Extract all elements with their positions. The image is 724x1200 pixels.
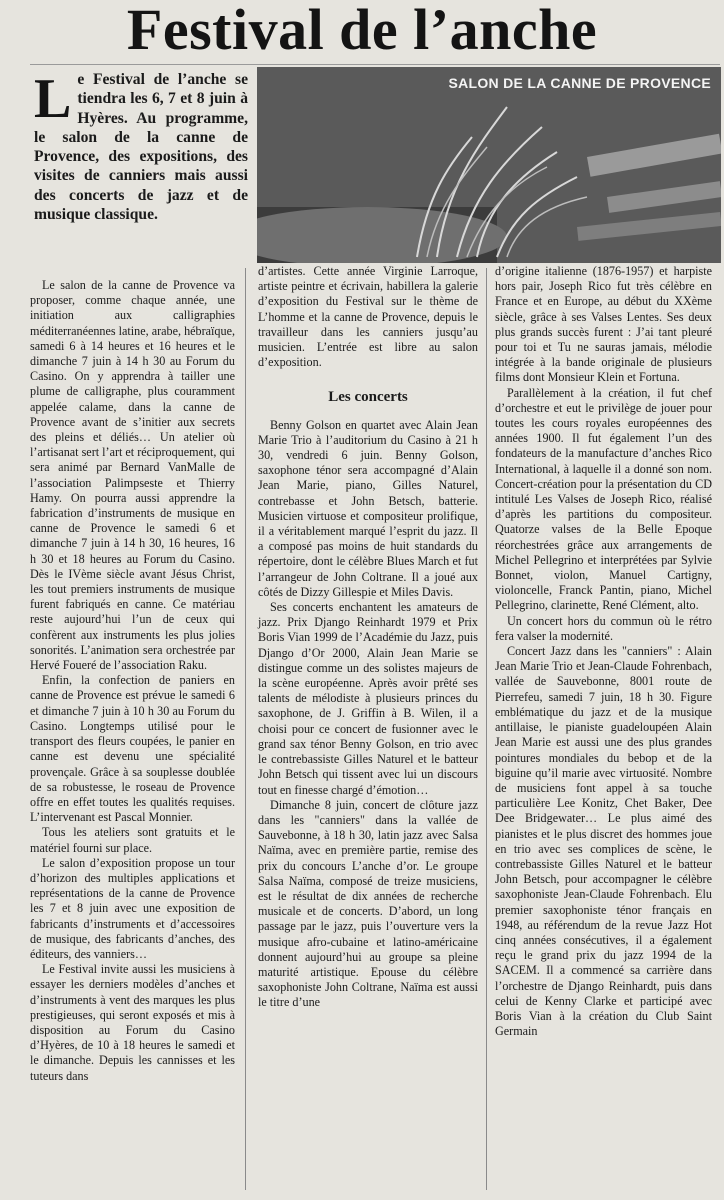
lead-text: e Festival de l’anche se tiendra les 6, 7 et 8 juin à Hyères. Au programme, le salon de la canne de Provence, des expositions, des visites de canniers mais aussi des concerts de jazz et de musique classique. [34,71,248,224]
col2-paragraph-3: Dimanche 8 juin, concert de clôture jazz dans les "canniers" dans la vallée de Sauvebonne, à 18 h 30, latin jazz avec Salsa Naïma, avec en première partie, remise des prix du concours L’anche d’or. Le groupe Salsa Naïma, composé de treize musiciens, est le résultat de dix années de recherche musicale et de concerts. D’abord, un long passage par le jazz, puis l’ouverture vers la musique afro-cubaine et latino-américaine donnent aujourd’hui au groupe sa pleine maturité artistique. Epouse du célèbre saxophoniste John Coltrane, Naïma est aussi le titre d’une [258,797,478,1010]
column-1 [30,278,235,1084]
col2-paragraph-2: Ses concerts enchantent les amateurs de jazz. Prix Django Reinhardt 1979 et Prix Boris Vian 1999 de l’Académie du Jazz, puis Django d’Or 2000, Alain Jean Marie se distingue comme un des solistes majeurs de la scène européenne. Après avoir prêté ses talents de mélodiste à plusieurs princes du saxophone, de J. Griffin à B. Wilen, il a choisi pour ce concert de fusionner avec le grand sax ténor Benny Golson, en trio avec le contrebassiste Gilles Naturel et le batteur John Betsch qui tissent avec lui un discours tout en finesse chargé d’émotion… [258,600,478,797]
col1-paragraph-5: Le Festival invite aussi les musiciens à essayer les derniers modèles d’anches et d’instruments à vent des marques les plus prestigieuses, qui seront exposés et mis à disposition au Forum du Casino d’Hyères, de 10 à 18 heures le samedi et le dimanche. Depuis les cannisses et les tuteurs dans [30,962,235,1083]
col3-paragraph-1: d’origine italienne (1876-1957) et harpiste hors pair, Joseph Rico fut très célèbre en France et en Europe, au début du XXème siècle, grâce à ses Valses Lentes. Ses deux plus grands succès furent : J’ai tant pleuré pour toi et Tu ne sauras jamais, mélodie intégrée à la bande originale de plusieurs films dont Monsieur Klein et Fortuna. [495,264,712,385]
column-2 [258,264,478,1011]
title-divider [30,64,720,65]
col3-paragraph-4: Concert Jazz dans les "canniers" : Alain Jean Marie Trio et Jean-Claude Fohrenbach, vallée de Sauvebonne, 8001 route de Pierrefeu, samedi 7 juin, 18 h 30. Figure emblématique du jazz et de la musique antillaise, le pianiste guadeloupéen Alain Jean Marie est aussi une des plus grandes pointures mondiales du bebop et de la biguine qu’il marie avec virtuosité. Nombre de musiciens font appel à sa touche particulière Lee Konitz, Chet Baker, Dee Dee Bridgewater… Le plus aimé des pianistes et le plus discret des hommes joue en trio avec ses complices de scène, le contrebassiste Gilles Naturel et le batteur John Betsch, pour accompagner le célèbre saxophoniste Jean-Claude Fohrenbach. Elu premier saxophoniste ténor français en 1948, au référendum de la revue Jazz Hot cinq années consécutives, il a également reçu le grand prix du jazz 1994 de la SACEM. Il a commencé sa carrière dans l’orchestre de Django Reinhardt, puis dans celui de Kenny Clarke et participé avec Boris Vian à la création du Club Saint Germain [495,644,712,1039]
article-photo [257,67,721,263]
col1-paragraph-2: Enfin, la confection de paniers en canne de Provence est prévue le samedi 6 et dimanche 7 juin à 10 h 30 au Forum du Casino. Longtemps utilisé pour le transport des fleurs coupées, le panier en canne est devenu une spécialité provençale. Grâce à sa souplesse doublée de sa robustesse, le roseau de Provence offre en effet toutes les qualités requises. L’intervenant est Pascal Monnier. [30,673,235,825]
article-title: Festival de l’anche [126,0,598,62]
column-rule-2 [486,268,487,1190]
photo-caption: SALON DE LA CANNE DE PROVENCE [448,75,711,91]
article-lead [34,70,248,270]
concerts-heading: Les concerts [328,389,408,406]
column-rule-1 [245,268,246,1190]
col1-paragraph-1: Le salon de la canne de Provence va proposer, comme chaque année, une initiation aux calligraphies méditerranéennes latine, arabe, hébraïque, samedi 6 à 14 heures et 16 heures et le dimanche 7 juin à 14 h 30 au Forum du Casino. On y apprendra à tailler une plume de calligraphe, plus couramment appelée calame, dans la canne de Provence avant de s’initier aux secrets des pleins et déliés… Un atelier où l’artisanat sert l’art et réciproquement, qui sera animé par Bernard VanMalle de l’association Palimpseste et Thierry Hamy. On pourra aussi apprendre la fabrication d’instruments de musique en canne de Provence le samedi 6 et dimanche 7 juin à 14 h 30, 16 heures, 16 h 30 et 18 heures au Forum du Casino. Dès le IVème siècle avant Jésus Christ, les tout premiers instruments de musique furent fabriqués en canne. Ce matériau reste aujourd’hui l’un de ceux qui confèrent aux instruments les plus jolies sonorités. L’animation sera orchestrée par Hervé Foueré de l’association Raku. [30,278,235,673]
col3-paragraph-2: Parallèlement à la création, il fut chef d’orchestre et eut le privilège de jouer pour toutes les cours royales européennes des années 1900. Il fut également l’un des fondateurs de la manufacture d’anches Rico International, à laquelle il a donné son nom. Concert-création pour la présentation du CD intitulé Les Valses de Joseph Rico, réalisé d’après les partitions du compositeur. Quatorze valses de la Belle Epoque réorchestrées grâce aux arrangements de Michel Pellegrino et interprétées par Sylvie Bonnet, violon, Manuel Cartigny, violoncelle, Franck Pantin, piano, Michel Pellegrino, clarinette, René Clément, alto. [495,385,712,613]
col2-intro-paragraph: d’artistes. Cette année Virginie Larroque, artiste peintre et écrivain, habillera la galerie d’exposition du Festival sur le thème de L’homme et la canne de Provence, depuis le travailleur dans les canniers jusqu’au musicien. L’entrée est libre au salon d’exposition. [258,264,478,370]
lead-dropcap: L [34,68,72,130]
column-3 [495,264,712,1039]
col1-paragraph-4: Le salon d’exposition propose un tour d’horizon des multiples applications et représentations de la canne de Provence les 7 et 8 juin avec une exposition de fabricants d’instruments et d’accessoires de musique, des fabricants d’anches, des éditeurs, des vanniers… [30,855,235,961]
col3-paragraph-3: Un concert hors du commun où le rétro fera valser la modernité. [495,613,712,643]
col2-paragraph-1: Benny Golson en quartet avec Alain Jean Marie Trio à l’auditorium du Casino à 21 h 30, vendredi 6 juin. Benny Golson, saxophone ténor sera accompagné d’Alain Jean Marie, piano, Gilles Naturel, contrebasse et John Betsch, batterie. Musicien virtuose et compositeur prolifique, il a véritablement marqué l’esprit du jazz. Il a composé pas moins de huit standards du répertoire, dont le célèbre Blues March et fut l’arrangeur de John Coltrane. Il a joué aux côtés de Dizzy Gillespie et Miles Davis. [258,417,478,599]
col1-paragraph-3: Tous les ateliers sont gratuits et le matériel fourni sur place. [30,825,235,855]
reed-photo-illustration [257,67,721,263]
